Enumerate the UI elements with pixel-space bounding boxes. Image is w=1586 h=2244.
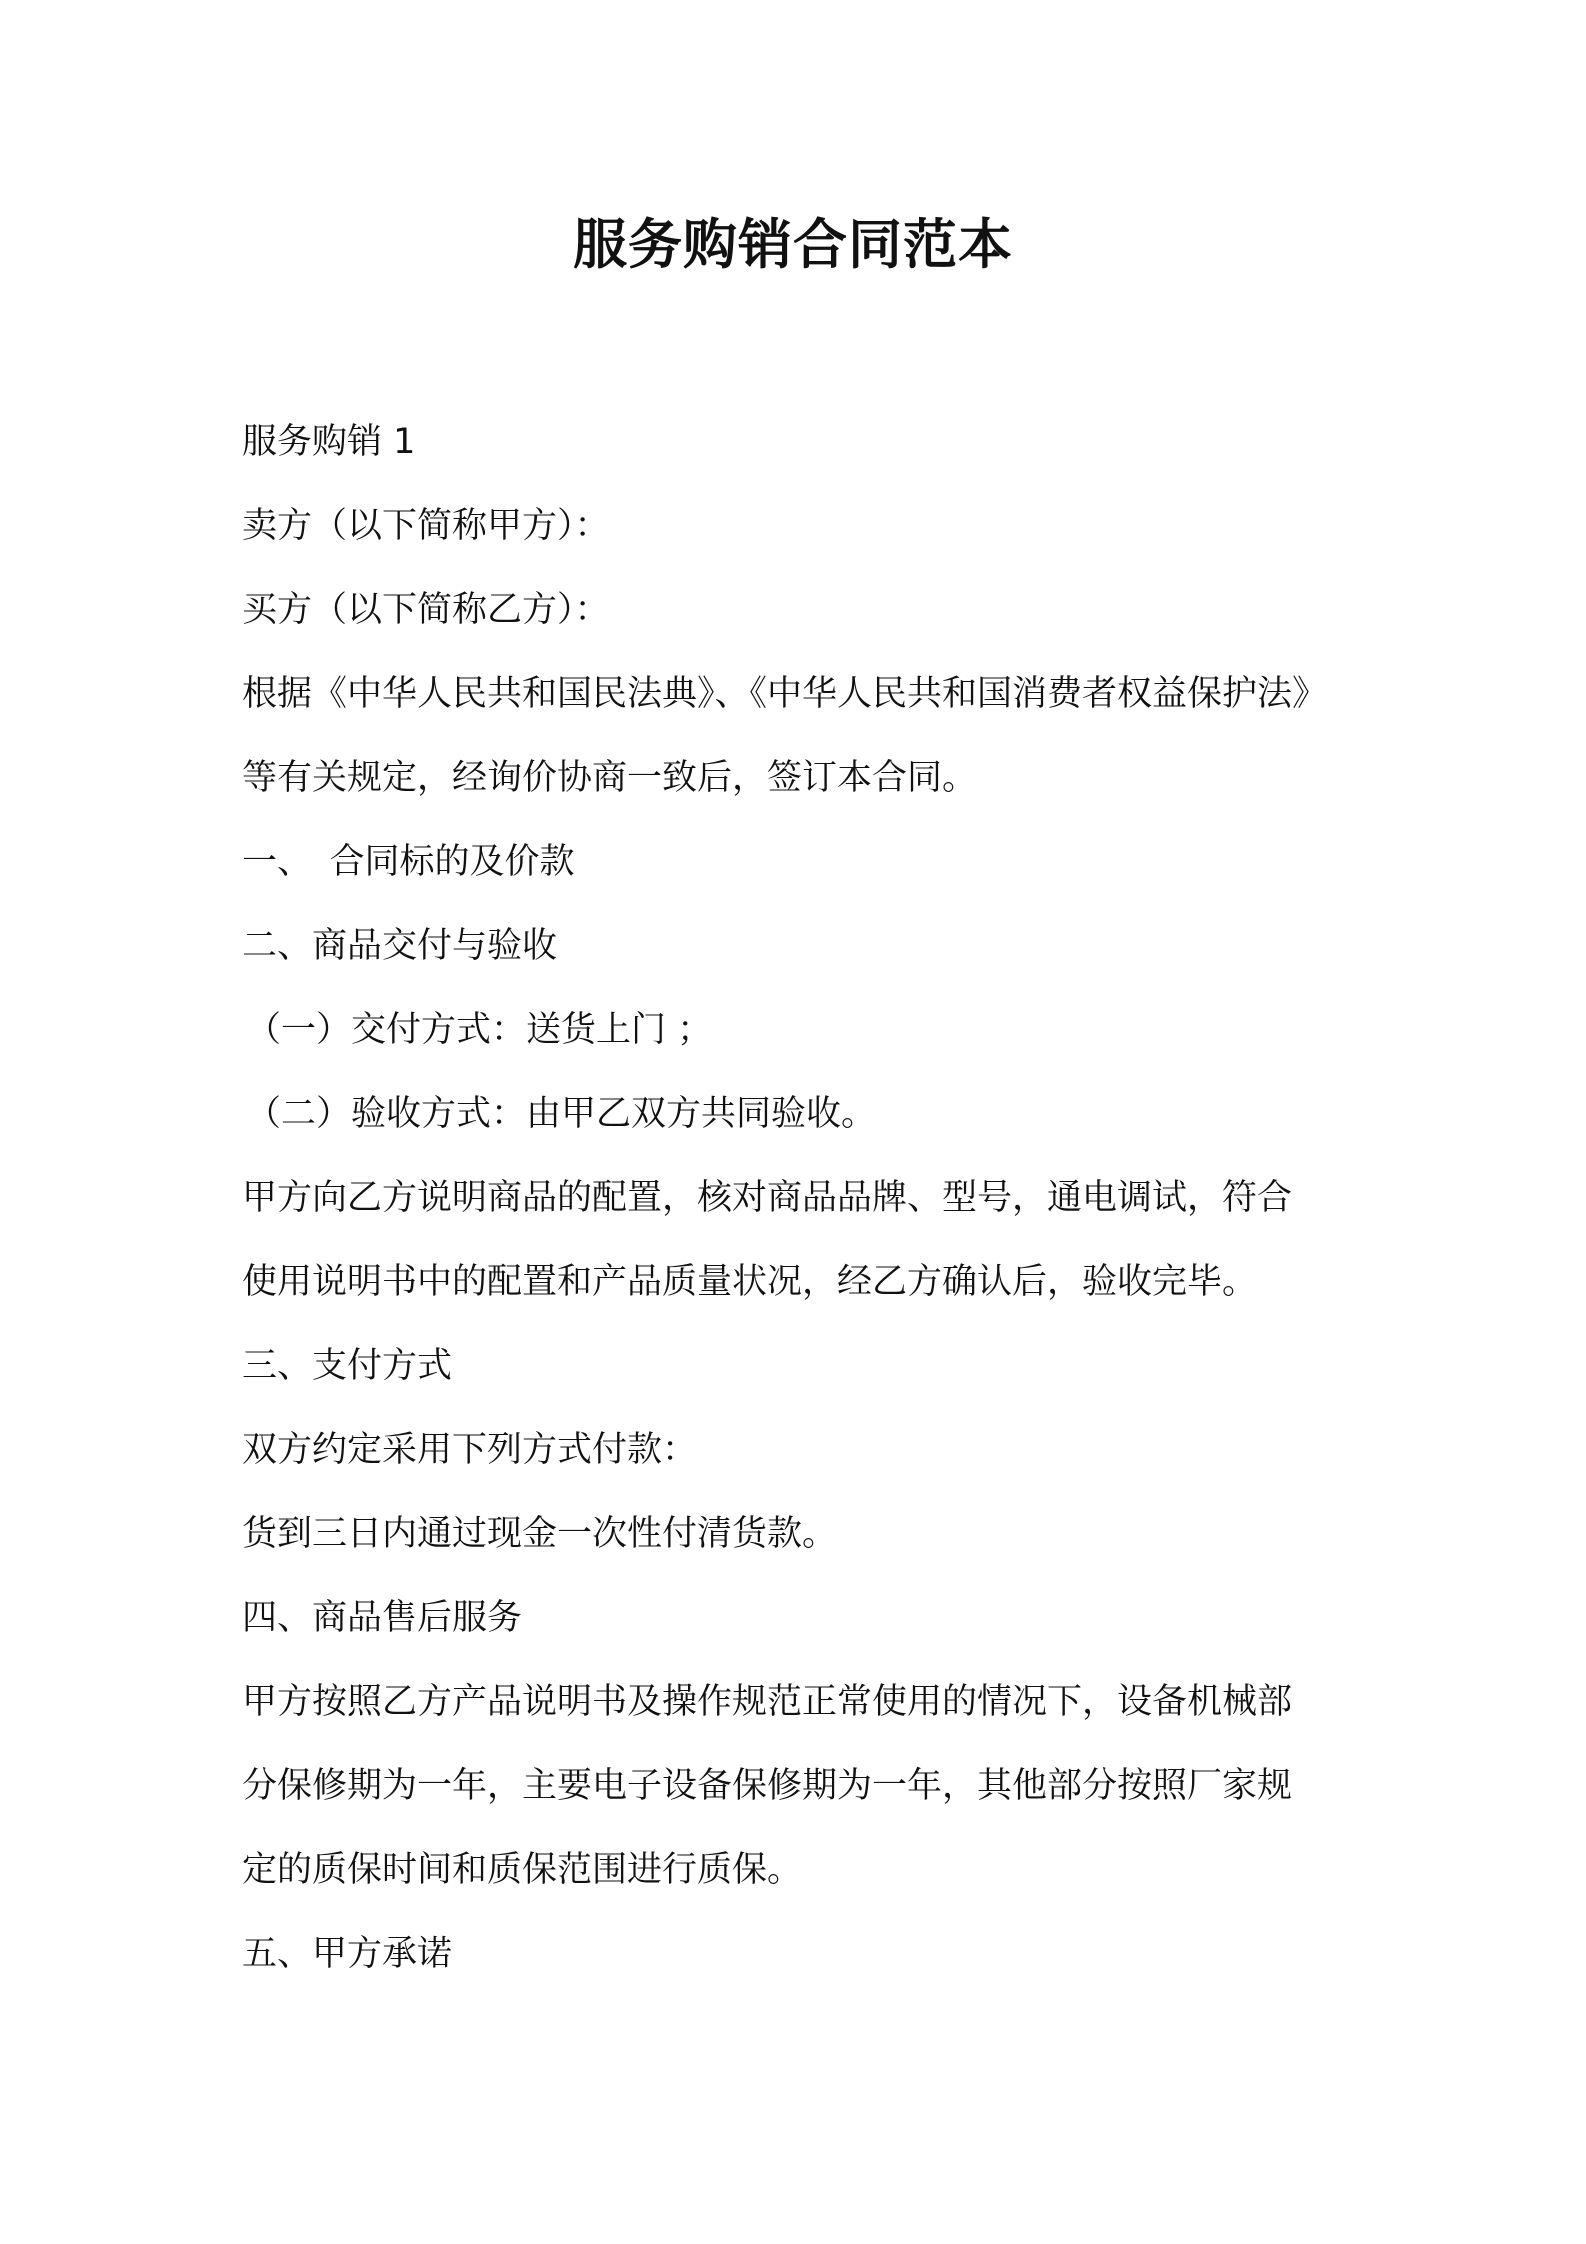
payment-terms-line: 货到三日内通过现金一次性付清货款。	[242, 1514, 838, 1554]
heading-after-sales: 四、商品售后服务	[242, 1598, 523, 1638]
after-sales-line-3: 定的质保时间和质保范围进行质保。	[242, 1850, 803, 1890]
legal-basis-line-1: 根据《中华人民共和国民法典》、《中华人民共和国消费者权益保护法》	[242, 674, 1328, 714]
after-sales-line-2: 分保修期为一年，主要电子设备保修期为一年，其他部分按照厂家规	[242, 1766, 1293, 1806]
buyer-line: 买方（以下简称乙方）：	[242, 590, 610, 630]
acceptance-detail-line-1: 甲方向乙方说明商品的配置，核对商品品牌、型号，通电调试，符合	[242, 1178, 1293, 1218]
delivery-method-line: （一）交付方式：送货上门 ；	[246, 1010, 713, 1050]
heading-delivery-acceptance: 二、商品交付与验收	[242, 926, 558, 966]
payment-agreement-line: 双方约定采用下列方式付款：	[242, 1430, 698, 1470]
document-title: 服务购销合同范本	[573, 213, 1013, 276]
acceptance-detail-line-2: 使用说明书中的配置和产品质量状况，经乙方确认后，验收完毕。	[242, 1262, 1258, 1302]
heading-payment-method: 三、支付方式	[242, 1346, 453, 1386]
after-sales-line-1: 甲方按照乙方产品说明书及操作规范正常使用的情况下，设备机械部	[242, 1682, 1293, 1722]
heading-party-a-commitment: 五、甲方承诺	[242, 1934, 453, 1974]
seller-line: 卖方（以下简称甲方）：	[242, 506, 610, 546]
legal-basis-line-2: 等有关规定，经询价协商一致后，签订本合同。	[242, 758, 978, 798]
acceptance-method-line: （二）验收方式：由甲乙双方共同验收。	[246, 1094, 877, 1134]
section-label: 服务购销 1	[242, 422, 416, 462]
heading-contract-subject: 一、 合同标的及价款	[242, 842, 575, 882]
document-body	[242, 400, 1362, 1996]
